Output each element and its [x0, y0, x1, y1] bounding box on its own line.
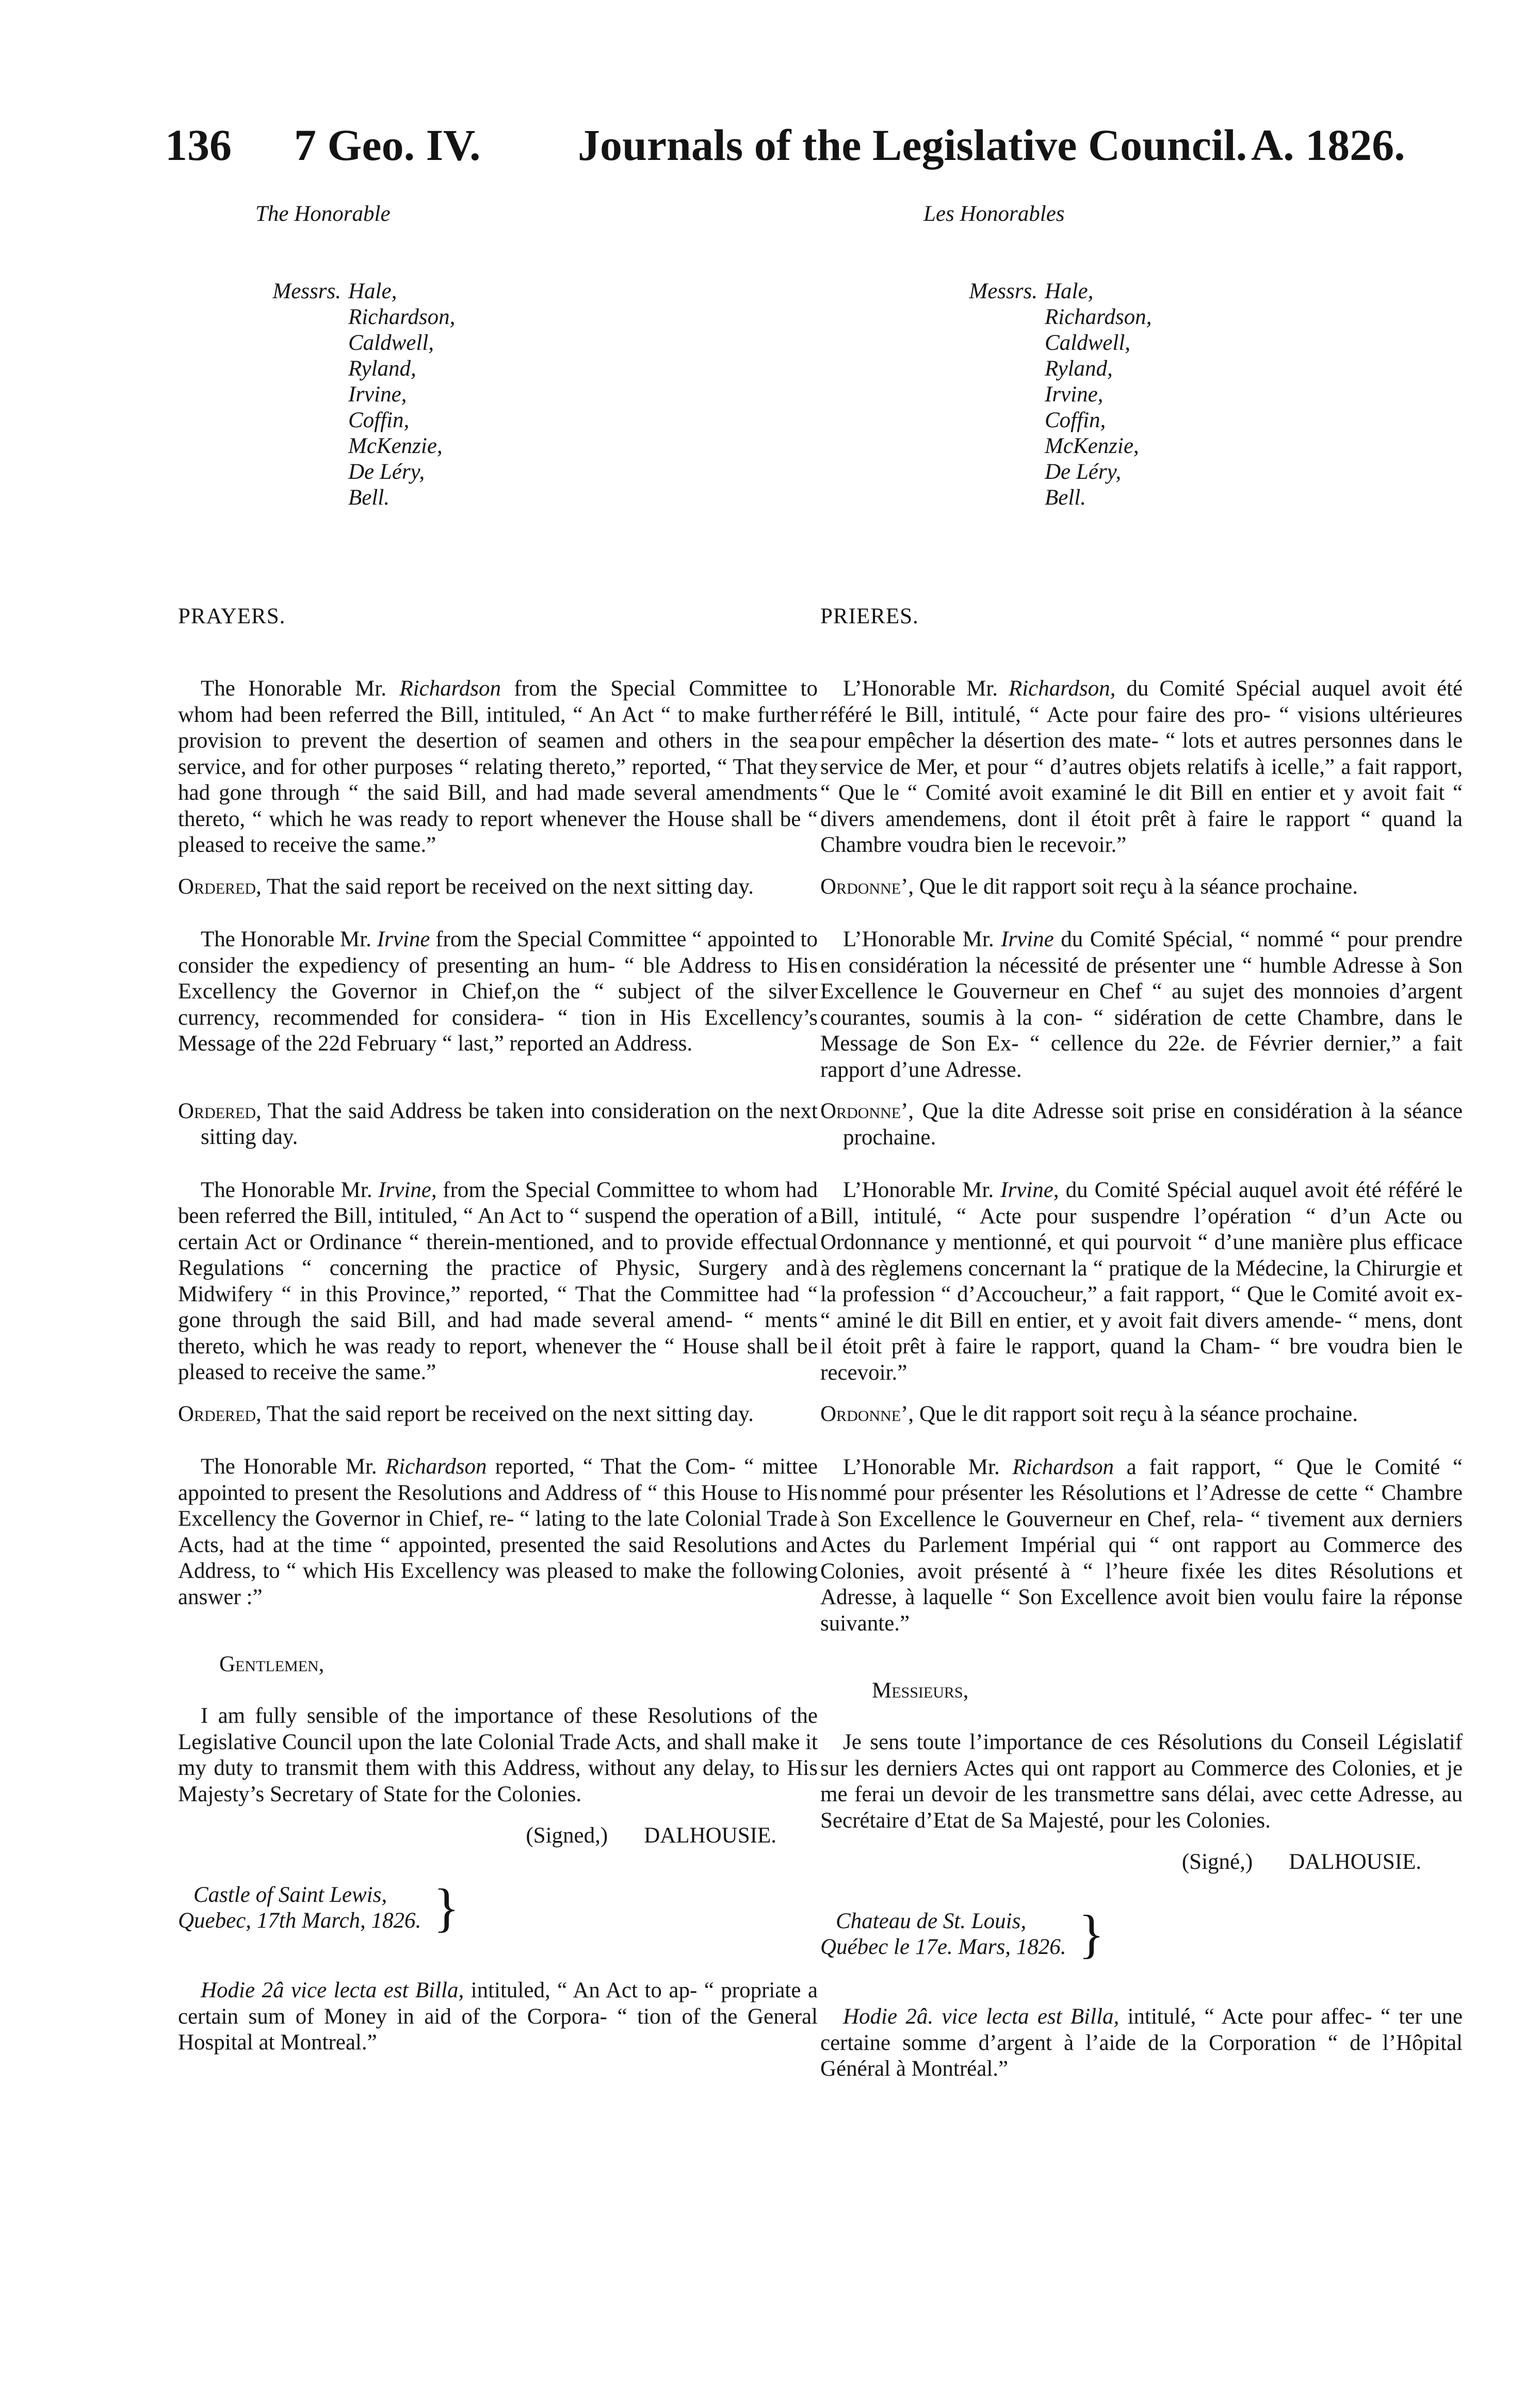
text: That the said report be received on the next sitting day.: [261, 1401, 754, 1426]
member-name: Caldwell,: [1045, 331, 1131, 355]
report-paragraph: [178, 676, 818, 859]
text: intitulé, “ Acte pour affec- “ ter une certaine somme d’argent à l’aide de la Corporation “ de l’Hôpital Général à Montréal.”: [820, 2005, 1463, 2081]
report-paragraph: [820, 1455, 1463, 1637]
place-line: Chateau de St. Louis,: [836, 1909, 1027, 1933]
report-paragraph: [820, 1177, 1463, 1386]
signed-label: (Signed,): [526, 1823, 608, 1848]
text: from the Special Committee to whom had been referred the Bill, intituled, “ An Act to “ suspend the operation of a certain Act or Ordinance “ therein-mentioned, and to provide effectual Regulations “ concerning the practice of Physic, Surgery and Midwifery “ in this Province,” reported, “ That the Committee had “ gone through the said Bill, and had made several amend- “ ments thereto, which he was ready to report, whenever the “ House shall be pleased to receive the same.”: [178, 1177, 818, 1384]
governor-reply: I am fully sensible of the importance of these Resolutions of the Legislative Council upon the late Colonial Trade Acts, and shall make it my duty to transmit them with this Address, without any delay, to His Majesty’s Secretary of State for the Colonies.: [178, 1704, 818, 1806]
section-heading: PRAYERS.: [178, 604, 286, 628]
hodie-paragraph: [178, 1978, 818, 2056]
text: L’Honorable Mr.: [843, 927, 1001, 951]
member-name: Irvine: [1001, 927, 1054, 951]
member-name: Richardson,: [1008, 676, 1116, 701]
text: Que la dite Adresse soit prise en considération à la séance prochaine.: [843, 1099, 1463, 1150]
text: The Honorable Mr.: [201, 927, 377, 951]
french-column: [820, 201, 1463, 2082]
member-name: Richardson: [385, 1455, 487, 1479]
order-label: Ordered,: [178, 1098, 262, 1123]
member-name: Richardson,: [348, 305, 456, 329]
member-name: Irvine: [377, 927, 430, 951]
text: That the said report be received on the next sitting day.: [261, 874, 754, 899]
hodie-paragraph: [820, 2004, 1463, 2082]
text: That the said Address be taken into consideration on the next sitting day.: [201, 1098, 818, 1149]
date-line: Quebec, 17th March, 1826.: [178, 1909, 421, 1933]
text: du Comité Spécial auquel avoit été référé le Bill, intitulé, “ Acte pour suspendre l’opération “ d’un Acte ou Ordonnance y mentionné, et qui pourvoit “ d’une manière plus efficace à des règlemens concernant la “ pratique de la Médecine, la Chirurgie et la profession “ d’Accoucheur,” a fait rapport, “ Que le Comité avoit ex- “ aminé le dit Bill en entier, et y avoit fait divers amende- “ mens, dont il étoit prêt à faire le rapport, quand la Cham- “ bre voudra bien le recevoir.”: [820, 1178, 1463, 1385]
text: The Honorable Mr.: [201, 676, 400, 701]
report-paragraph: [178, 927, 818, 1057]
messrs-label: Messrs.: [272, 279, 341, 303]
section-heading: PRIERES.: [820, 604, 919, 628]
member-name: Irvine,: [348, 382, 407, 407]
place-lines: [178, 1882, 421, 1934]
place-date: [178, 1880, 818, 1936]
text: from the Special Committee to whom had been referred the Bill, intituled, “ An Act “ to make further provision to prevent the desertion of seamen and others in the sea service, and for other purposes “ relating thereto,” reported, “ That they had gone through “ the said Bill, and had made several amendments thereto, “ which he was ready to report whenever the House shall be “ pleased to receive the same.”: [178, 676, 818, 857]
english-column: [178, 201, 818, 2056]
report-paragraph: [178, 1454, 818, 1610]
place-date: [820, 1906, 1463, 1963]
signature-line: [178, 1823, 818, 1880]
member-name: Irvine,: [1000, 1178, 1059, 1202]
salutation: Messieurs,: [872, 1678, 969, 1703]
member-name: Bell.: [348, 486, 390, 510]
brace-icon: }: [1078, 1904, 1105, 1964]
member-list: [1045, 279, 1152, 604]
member-name: De Léry,: [1045, 460, 1122, 484]
order-paragraph: [820, 1098, 1463, 1151]
order-paragraph: [820, 874, 1463, 900]
member-name: Richardson,: [1045, 305, 1152, 329]
honorable-heading: Les Honorables: [923, 202, 1065, 226]
reign-label: 7 Geo. IV.: [294, 120, 481, 170]
member-name: Caldwell,: [348, 331, 434, 355]
text: reported, “ That the Com- “ mittee appointed to present the Resolutions and Address of “ this House to His Excellency the Governor in Chief, re- “ lating to the late Colonial Trade Acts, had at the time “ appointed, presented the said Resolutions and Address, to “ which His Excellency was pleased to make the following answer :”: [178, 1455, 818, 1609]
text: Que le dit rapport soit reçu à la séance prochaine.: [914, 1402, 1358, 1426]
hodie-label: Hodie 2â. vice lecta est Billa,: [843, 2005, 1120, 2029]
member-name: Irvine,: [378, 1177, 437, 1202]
text: The Honorable Mr.: [201, 1455, 385, 1479]
hodie-label: Hodie 2â vice lecta est Billa,: [201, 1978, 464, 2002]
date-line: Québec le 17e. Mars, 1826.: [820, 1935, 1066, 1959]
text: L’Honorable Mr.: [843, 1178, 1001, 1202]
text: Que le dit rapport soit reçu à la séance prochaine.: [914, 874, 1358, 899]
text: intituled, “ An Act to ap- “ propriate a certain sum of Money in aid of the Corpora- “ tion of the General Hospital at Montreal.”: [178, 1978, 818, 2055]
member-name: De Léry,: [348, 460, 425, 484]
order-label: Ordonne’,: [820, 874, 914, 899]
text: du Comité Spécial auquel avoit été référé le Bill, intitulé, “ Acte pour faire des pro- “ visions ultérieures pour empêcher la désertion des mate- “ lots et autres personnes dans le service de Mer, et pour “ d’autres objets relatifs à icelle,” a fait rapport, “ Que le “ Comité avoit examiné le dit Bill en entier et y avoit fait “ divers amendemens, dont il étoit prêt à faire le rapport “ quand la Chambre voudra bien le recevoir.”: [820, 676, 1463, 857]
signed-label: (Signé,): [1181, 1850, 1253, 1874]
report-paragraph: [820, 927, 1463, 1083]
text: a fait rapport, “ Que le Comité “ nommé pour présenter les Résolutions et l’Adresse de cette “ Chambre à Son Excellence le Gouverneur en Chef, rela- “ tivement aux derniers Actes du Parlement Impérial qui “ ont rapport au Commerce des Colonies, avoit présenté à “ l’heure fixée les dites Résolutions et Adresse, à laquelle “ Son Excellence avoit bien voulu faire la réponse suivante.”: [820, 1455, 1463, 1636]
text: The Honorable Mr.: [201, 1177, 379, 1202]
member-name: Coffin,: [348, 408, 410, 432]
members-present: [820, 279, 1463, 604]
order-paragraph: [820, 1401, 1463, 1428]
page-number: 136: [165, 120, 232, 170]
brace-icon: }: [433, 1878, 460, 1937]
order-paragraph: [178, 1098, 818, 1151]
journal-title: Journals of the Legislative Council.: [578, 120, 1247, 170]
member-name: Hale,: [348, 279, 397, 303]
member-name: Richardson: [1012, 1455, 1114, 1479]
report-paragraph: [178, 1177, 818, 1386]
text: L’Honorable Mr.: [843, 676, 1009, 701]
text: L’Honorable Mr.: [843, 1455, 1013, 1479]
place-lines: [820, 1909, 1066, 1961]
signature-line: [820, 1849, 1463, 1906]
member-name: Bell.: [1045, 486, 1086, 510]
signer-name: DALHOUSIE.: [1289, 1850, 1421, 1874]
member-name: McKenzie,: [1045, 434, 1139, 458]
member-name: Richardson: [399, 676, 501, 701]
members-present: [178, 279, 818, 604]
messrs-label: Messrs.: [969, 279, 1037, 303]
order-paragraph: [178, 1401, 818, 1428]
salutation: Gentlemen,: [219, 1652, 325, 1676]
member-name: McKenzie,: [348, 434, 443, 458]
order-paragraph: [178, 874, 818, 900]
report-paragraph: [820, 676, 1463, 859]
text: from the Special Committee “ appointed to consider the expediency of presenting an hum- “ ble Address to His Excellency the Governor in Chief,on the “ subject of the silver currency, recommended for considera- “ tion in His Excellency’s Message of the 22d February “ last,” reported an Address.: [178, 927, 818, 1056]
member-list: [348, 279, 455, 604]
page-header: [165, 117, 1424, 173]
member-name: Ryland,: [348, 357, 416, 381]
honorable-heading: The Honorable: [255, 202, 391, 226]
order-label: Ordered,: [178, 1401, 262, 1426]
member-name: Coffin,: [1045, 408, 1106, 432]
signer-name: DALHOUSIE.: [644, 1823, 776, 1848]
place-line: Castle of Saint Lewis,: [193, 1882, 387, 1907]
order-label: Ordonne’,: [820, 1402, 914, 1426]
member-name: Irvine,: [1045, 382, 1104, 407]
order-label: Ordonne’,: [820, 1099, 914, 1123]
governor-reply: Je sens toute l’importance de ces Résolutions du Conseil Législatif sur les derniers Actes qui ont rapport au Commerce des Colonies, et je me ferai un devoir de les transmettre sans délai, avec cette Adresse, au Secrétaire d’Etat de Sa Majesté, pour les Colonies.: [820, 1730, 1463, 1833]
order-label: Ordered,: [178, 874, 262, 899]
member-name: Hale,: [1045, 279, 1094, 303]
text: du Comité Spécial, “ nommé “ pour prendre en considération la nécessité de présenter une “ humble Adresse à Son Excellence le Gouverneur en Chef “ au sujet des monnoies d’argent courantes, soumis à la con- “ sidération de cette Chambre, dans le Message de Son Ex- “ cellence du 22e. de Février dernier,” a fait rapport d’une Adresse.: [820, 927, 1463, 1082]
member-name: Ryland,: [1045, 357, 1113, 381]
year-label: A. 1826.: [1251, 120, 1405, 170]
